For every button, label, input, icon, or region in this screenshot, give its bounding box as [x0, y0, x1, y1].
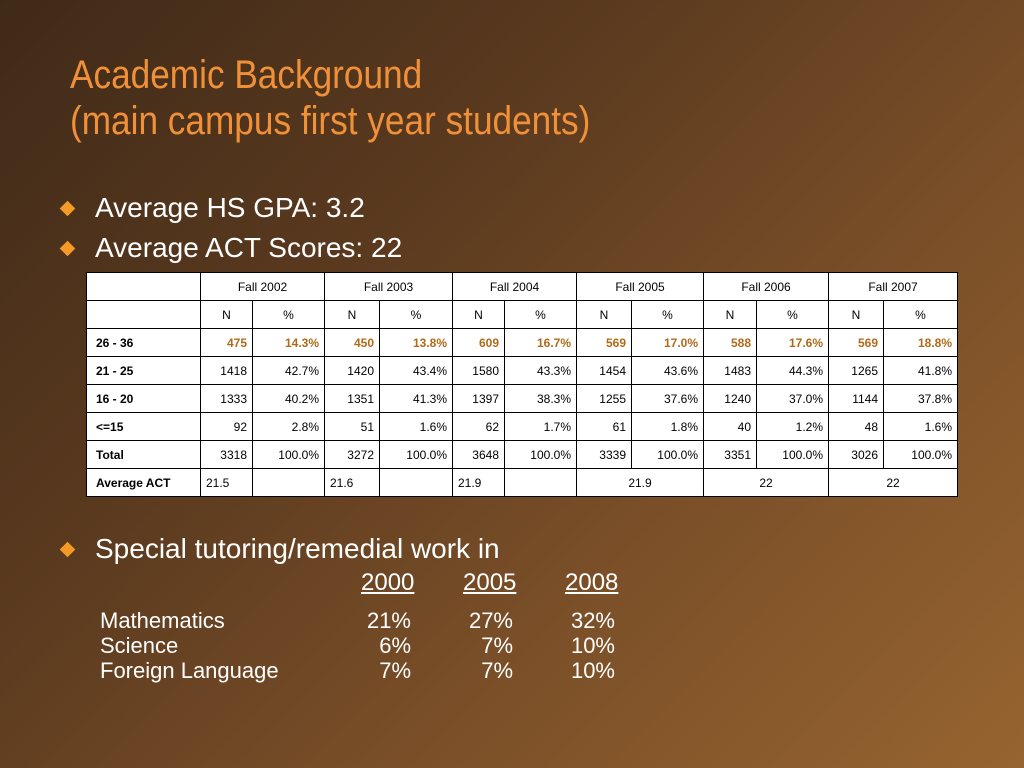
table-cell: 37.6%: [632, 385, 704, 413]
table-cell: 1.8%: [632, 413, 704, 441]
tutoring-subject: Foreign Language: [100, 658, 279, 683]
bullet-gpa: [58, 192, 365, 224]
table-cell: 43.4%: [380, 357, 453, 385]
n-header: N: [577, 301, 632, 329]
table-cell: 1255: [577, 385, 632, 413]
table-cell: 1.6%: [380, 413, 453, 441]
year-header: Fall 2005: [577, 273, 704, 301]
table-cell: 1.6%: [884, 413, 958, 441]
table-cell: 3272: [325, 441, 380, 469]
row-label: 26 - 36: [87, 329, 201, 357]
bullet-tutoring-text: Special tutoring/remedial work in: [95, 533, 500, 564]
tutoring-value: 10%: [570, 658, 615, 683]
tutoring-value: 6%: [379, 633, 411, 658]
n-header: N: [453, 301, 505, 329]
table-cell: 3026: [829, 441, 884, 469]
avg-cell: 22: [704, 469, 829, 497]
pct-header: %: [632, 301, 704, 329]
table-cell: 100.0%: [505, 441, 577, 469]
table-cell: 40: [704, 413, 757, 441]
table-corner-cell: [87, 301, 201, 329]
year-header: Fall 2002: [201, 273, 325, 301]
avg-cell: 21.5: [201, 469, 253, 497]
act-scores-table: [86, 272, 958, 497]
pct-header: %: [757, 301, 829, 329]
table-cell: 41.3%: [380, 385, 453, 413]
n-header: N: [704, 301, 757, 329]
tutoring-year-header: 2000: [361, 569, 415, 596]
table-row: [87, 385, 958, 413]
table-cell: 16.7%: [505, 329, 577, 357]
tutoring-value: 10%: [570, 633, 615, 658]
year-header: Fall 2007: [829, 273, 958, 301]
table-cell: 569: [829, 329, 884, 357]
table-cell: 18.8%: [884, 329, 958, 357]
empty-cell: [253, 469, 325, 497]
slide-title: [70, 52, 862, 144]
bullet-act: [58, 232, 402, 264]
table-cell: 37.8%: [884, 385, 958, 413]
table-cell: 48: [829, 413, 884, 441]
pct-header: %: [380, 301, 453, 329]
table-cell: 37.0%: [757, 385, 829, 413]
table-cell: 1265: [829, 357, 884, 385]
year-header: Fall 2006: [704, 273, 829, 301]
title-line-2: (main campus first year students): [70, 99, 591, 143]
table-cell: 100.0%: [380, 441, 453, 469]
table-cell: 100.0%: [884, 441, 958, 469]
bullet-act-text: Average ACT Scores: 22: [95, 232, 403, 263]
avg-cell: 22: [829, 469, 958, 497]
table-cell: 3648: [453, 441, 505, 469]
row-label: <=15: [87, 413, 201, 441]
avg-cell: 21.9: [577, 469, 704, 497]
row-label: Average ACT: [87, 469, 201, 497]
table-cell: 43.3%: [505, 357, 577, 385]
tutoring-row: [100, 608, 700, 633]
tutoring-value: 7%: [481, 658, 513, 683]
table-cell: 1580: [453, 357, 505, 385]
tutoring-value: 21%: [366, 608, 411, 633]
table-cell: 3318: [201, 441, 253, 469]
table-cell: 100.0%: [253, 441, 325, 469]
n-header: N: [201, 301, 253, 329]
tutoring-value: 27%: [468, 608, 513, 633]
pct-header: %: [253, 301, 325, 329]
table-cell: 2.8%: [253, 413, 325, 441]
table-corner-cell: [87, 273, 201, 301]
table-cell: 1333: [201, 385, 253, 413]
table-cell: 1397: [453, 385, 505, 413]
pct-header: %: [884, 301, 958, 329]
table-cell: 100.0%: [632, 441, 704, 469]
table-cell: 61: [577, 413, 632, 441]
table-row: [87, 329, 958, 357]
table-cell: 450: [325, 329, 380, 357]
diamond-bullet-icon: [60, 200, 76, 216]
bullet-gpa-text: Average HS GPA: 3.2: [95, 192, 365, 223]
table-cell: 1483: [704, 357, 757, 385]
tutoring-subject: Science: [100, 633, 179, 658]
table-cell: 41.8%: [884, 357, 958, 385]
table-cell: 1454: [577, 357, 632, 385]
n-header: N: [325, 301, 380, 329]
table-year-header-row: [87, 273, 958, 301]
table-cell: 100.0%: [757, 441, 829, 469]
year-header: Fall 2003: [325, 273, 453, 301]
table-cell: 1351: [325, 385, 380, 413]
tutoring-row: [100, 658, 700, 683]
table-row: [87, 357, 958, 385]
diamond-bullet-icon: [60, 240, 76, 256]
table-cell: 1.2%: [757, 413, 829, 441]
table-cell: 14.3%: [253, 329, 325, 357]
table-cell: 569: [577, 329, 632, 357]
table-cell: 17.6%: [757, 329, 829, 357]
tutoring-value: 32%: [570, 608, 615, 633]
row-label: 21 - 25: [87, 357, 201, 385]
empty-cell: [505, 469, 577, 497]
tutoring-row: [100, 633, 700, 658]
table-row: [87, 441, 958, 469]
tutoring-subject: Mathematics: [100, 608, 225, 633]
row-label: Total: [87, 441, 201, 469]
pct-header: %: [505, 301, 577, 329]
table-cell: 609: [453, 329, 505, 357]
table-cell: 1.7%: [505, 413, 577, 441]
table-cell: 1144: [829, 385, 884, 413]
table-cell: 38.3%: [505, 385, 577, 413]
year-header: Fall 2004: [453, 273, 577, 301]
average-act-row: [87, 469, 958, 497]
tutoring-value: 7%: [481, 633, 513, 658]
table-cell: 1418: [201, 357, 253, 385]
table-cell: 3351: [704, 441, 757, 469]
title-line-1: Academic Background: [70, 53, 423, 97]
table-cell: 42.7%: [253, 357, 325, 385]
table-subheader-row: [87, 301, 958, 329]
table-row: [87, 413, 958, 441]
avg-cell: 21.9: [453, 469, 505, 497]
diamond-bullet-icon: [60, 541, 76, 557]
tutoring-year-header: 2005: [463, 569, 517, 596]
table-cell: 475: [201, 329, 253, 357]
n-header: N: [829, 301, 884, 329]
table-cell: 44.3%: [757, 357, 829, 385]
table-cell: 17.0%: [632, 329, 704, 357]
bullet-tutoring: [58, 533, 500, 565]
table-cell: 40.2%: [253, 385, 325, 413]
table-cell: 62: [453, 413, 505, 441]
table-cell: 1240: [704, 385, 757, 413]
empty-cell: [380, 469, 453, 497]
table-cell: 51: [325, 413, 380, 441]
avg-cell: 21.6: [325, 469, 380, 497]
table-cell: 92: [201, 413, 253, 441]
table-cell: 1420: [325, 357, 380, 385]
tutoring-value: 7%: [379, 658, 411, 683]
table-cell: 588: [704, 329, 757, 357]
row-label: 16 - 20: [87, 385, 201, 413]
table-cell: 3339: [577, 441, 632, 469]
table-cell: 13.8%: [380, 329, 453, 357]
table-cell: 43.6%: [632, 357, 704, 385]
tutoring-year-header: 2008: [565, 569, 619, 596]
